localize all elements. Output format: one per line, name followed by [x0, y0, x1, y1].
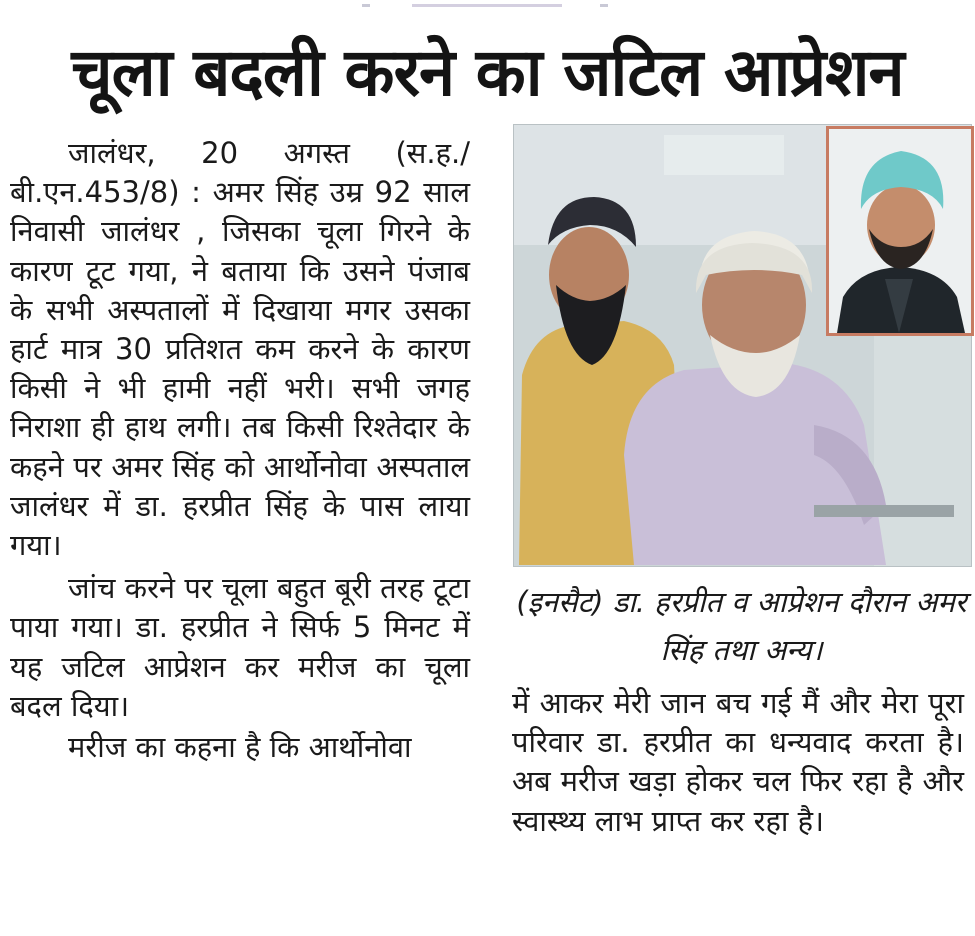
article-body-right-column: [512, 684, 964, 841]
article-paragraph: जालंधर, 20 अगस्त (स.ह./ बी.एन.453/8) : अमर सिंह उम्र 92 साल निवासी जालंधर , जिसका चूला गिरने के कारण टूट गया, ने बताया कि उसने पंजाब के सभी अस्पतालों में दिखाया मगर उसका हार्ट मात्र 30 प्रतिशत कम करने के कारण किसी ने भी हामी नहीं भरी। सभी जगह निराशा ही हाथ लगी। तब किसी रिश्तेदार के कहने पर अमर सिंह को आर्थोनोवा अस्पताल जालंधर में डा. हरप्रीत सिंह के पास लाया गया।: [10, 136, 470, 563]
article-body-left-column: [10, 134, 470, 767]
top-edge-mark: [362, 4, 370, 7]
page-top-edge: [0, 0, 975, 14]
article-paragraph: मरीज का कहना है कि आर्थोनोवा: [68, 730, 412, 765]
top-edge-mark: [600, 4, 608, 7]
article-paragraph: जांच करने पर चूला बहुत बूरी तरह टूटा पाया गया। डा. हरप्रीत ने सिर्फ 5 मिनट में यह जटिल आप्रेशन कर मरीज का चूला बदल दिया।: [10, 571, 470, 723]
photo-caption: (इनसैट) डा. हरप्रीत व आप्रेशन दौरान अमर सिंह तथा अन्य।: [516, 585, 967, 667]
top-edge-mark: [412, 4, 562, 7]
inset-portrait: [829, 129, 971, 333]
inset-photo: [826, 126, 974, 336]
headline: चूला बदली करने का जटिल आप्रेशन: [71, 34, 904, 111]
article-paragraph: में आकर मेरी जान बच गई मैं और मेरा पूरा परिवार डा. हरप्रीत का धन्यवाद करता है। अब मरीज खड़ा होकर चल फिर रहा है और स्वास्थ्य लाभ प्राप्त कर रहा है।: [512, 686, 964, 838]
